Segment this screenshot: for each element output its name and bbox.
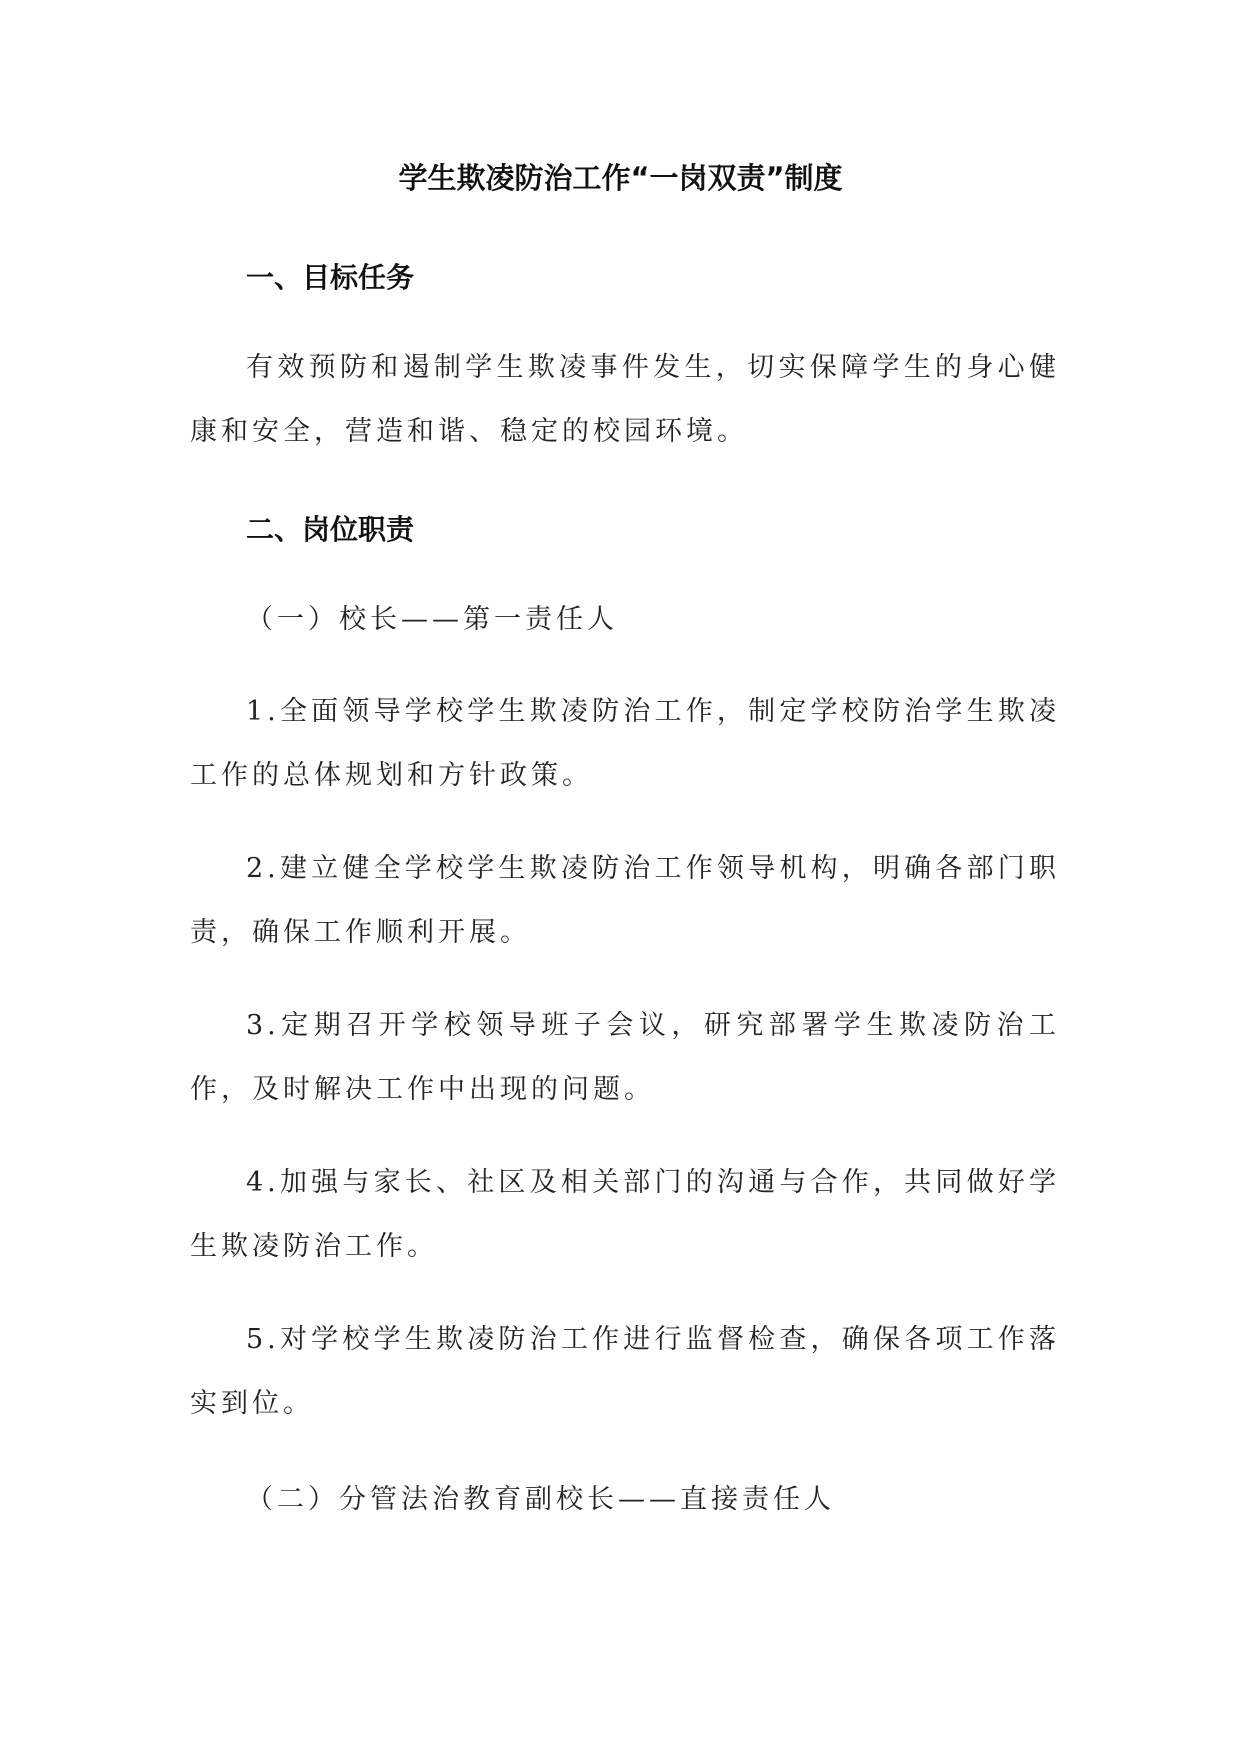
list-item: 5.对学校学生欺凌防治工作进行监督检查，确保各项工作落实到位。 (190, 1324, 1060, 1419)
list-item: 1.全面领导学校学生欺凌防治工作，制定学校防治学生欺凌工作的总体规划和方针政策。 (190, 696, 1060, 791)
section-heading-duties: 二、岗位职责 (246, 513, 415, 546)
subsection-heading-vice-principal: （二）分管法治教育副校长——直接责任人 (246, 1484, 835, 1515)
subsection-heading-principal: （一）校长——第一责任人 (246, 604, 618, 635)
list-item: 3.定期召开学校领导班子会议，研究部署学生欺凌防治工作，及时解决工作中出现的问题。 (190, 1010, 1060, 1105)
list-item: 2.建立健全学校学生欺凌防治工作领导机构，明确各部门职责，确保工作顺利开展。 (190, 853, 1060, 948)
goals-paragraph: 有效预防和遏制学生欺凌事件发生，切实保障学生的身心健康和安全，营造和谐、稳定的校园环境。 (190, 352, 1060, 447)
document-title: 学生欺凌防治工作“一岗双责”制度 (398, 161, 843, 195)
section-heading-goals: 一、目标任务 (246, 261, 415, 294)
list-item: 4.加强与家长、社区及相关部门的沟通与合作，共同做好学生欺凌防治工作。 (190, 1167, 1060, 1262)
